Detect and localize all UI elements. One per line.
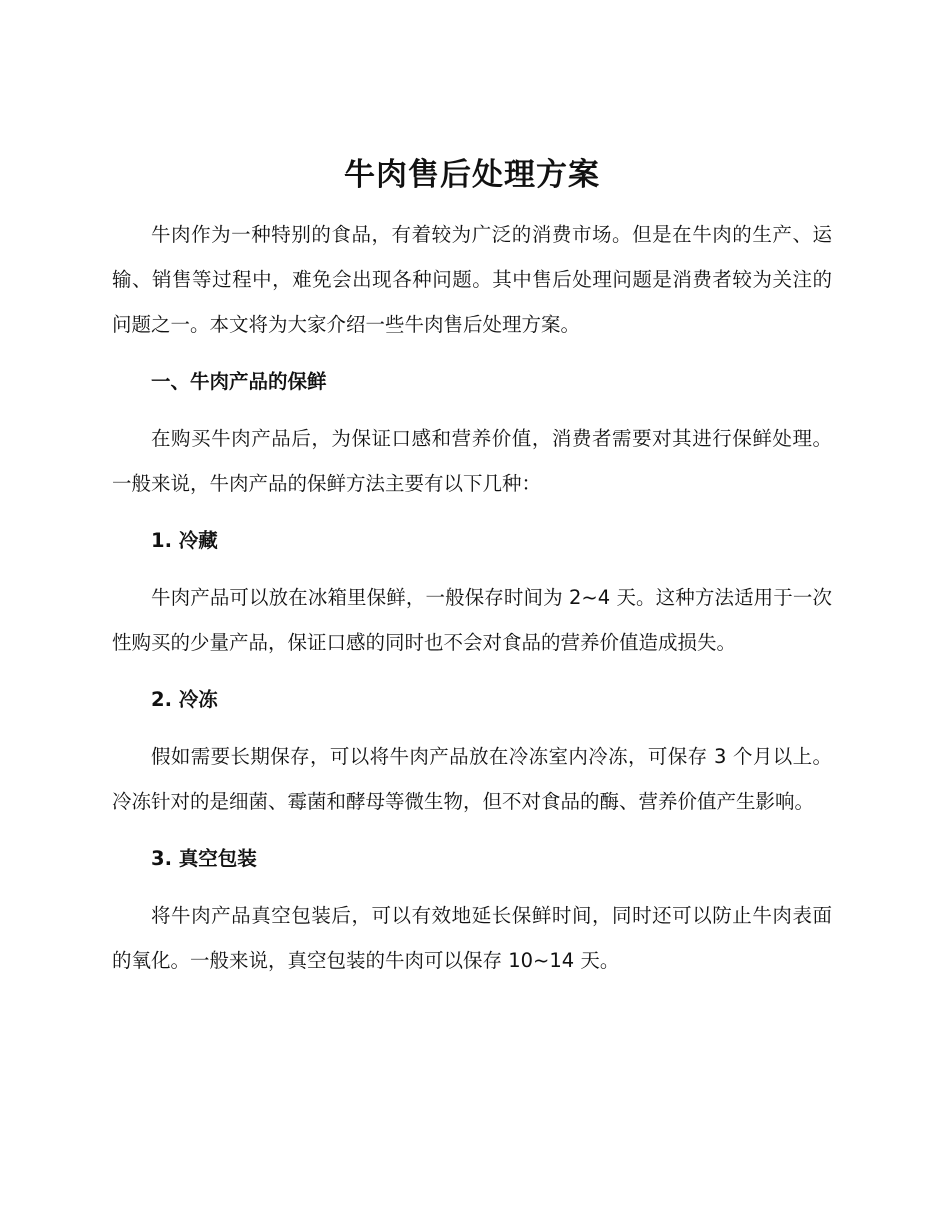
section-heading-preservation: 一、牛肉产品的保鲜 [151,370,327,393]
method-heading-refrigeration: 1. 冷藏 [151,529,218,552]
intro-paragraph: 牛肉作为一种特别的食品，有着较为广泛的消费市场。但是在牛肉的生产、运输、销售等过程中，难免会出现各种问题。其中售后处理问题是消费者较为关注的问题之一。本文将为大家介绍一些牛肉售后处理方案。 [112,223,832,336]
method-paragraph-freezing: 假如需要长期保存，可以将牛肉产品放在冷冻室内冷冻，可保存 3 个月以上。冷冻针对的是细菌、霉菌和酵母等微生物，但不对食品的酶、营养价值产生影响。 [112,745,832,813]
section-paragraph-preservation: 在购买牛肉产品后，为保证口感和营养价值，消费者需要对其进行保鲜处理。一般来说，牛肉产品的保鲜方法主要有以下几种： [112,427,832,495]
method-heading-freezing: 2. 冷冻 [151,688,218,711]
document-body [112,146,832,983]
method-paragraph-vacuum-packing: 将牛肉产品真空包装后，可以有效地延长保鲜时间，同时还可以防止牛肉表面的氧化。一般来说，真空包装的牛肉可以保存 10~14 天。 [112,904,832,972]
method-paragraph-refrigeration: 牛肉产品可以放在冰箱里保鲜，一般保存时间为 2~4 天。这种方法适用于一次性购买的少量产品，保证口感的同时也不会对食品的营养价值造成损失。 [112,586,832,654]
method-heading-vacuum-packing: 3. 真空包装 [151,847,257,870]
document-title: 牛肉售后处理方案 [344,157,600,193]
